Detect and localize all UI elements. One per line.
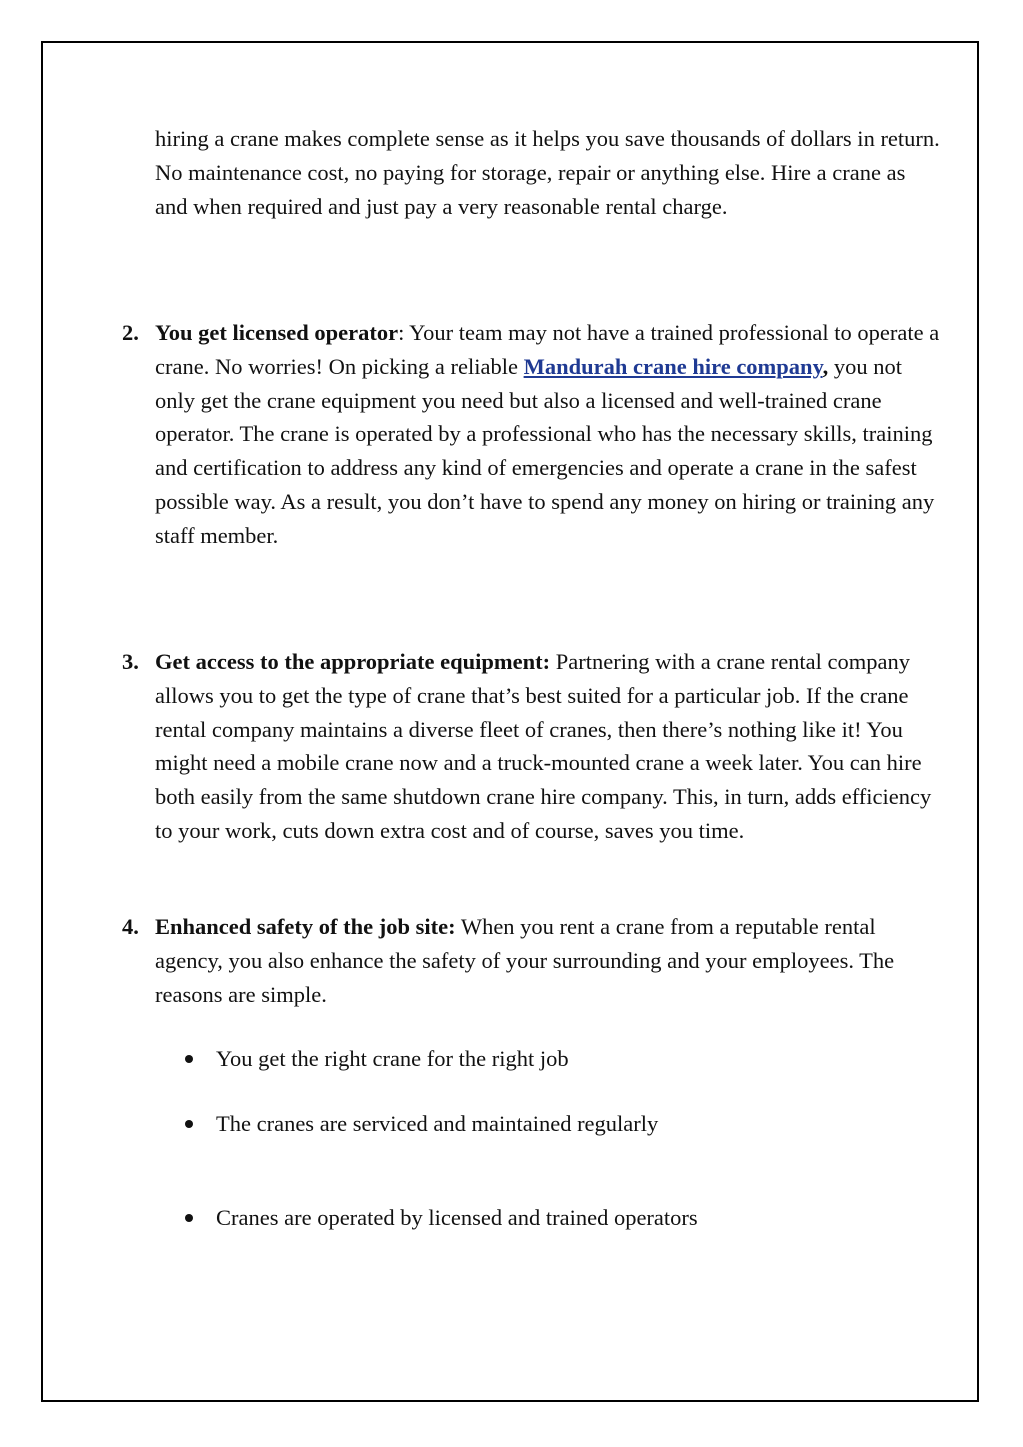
list-item-3 (122, 645, 940, 848)
list-number: 2. (122, 320, 139, 345)
item-text-after-link: you not only get the crane equipment you need but also a licensed and well-trained crane operator. The crane is operated by a professional who has the necessary skills, training and certification to address any kind of emergencies and operate a crane in the safest possible way. As a result, you don’t have to spend any money on hiring or training any staff member. (155, 353, 935, 548)
bullet-icon (185, 1214, 193, 1222)
item-heading: You get licensed operator (155, 320, 399, 345)
intro-paragraph: hiring a crane makes complete sense as it helps you save thousands of dollars in return. No maintenance cost, no paying for storage, repair or anything else. Hire a crane as and when required and just pay a very reasonable rental charge. (155, 126, 940, 219)
item-heading: Enhanced safety of the job site: (155, 914, 456, 939)
bullet-icon (185, 1120, 193, 1128)
list-item-2 (122, 316, 940, 553)
list-item-4 (122, 910, 940, 1011)
bullet-item (216, 1201, 936, 1235)
list-number: 4. (122, 914, 139, 939)
bullet-item (216, 1042, 936, 1076)
bullet-icon (185, 1055, 193, 1063)
item-comma: , (822, 353, 829, 379)
bullet-text: You get the right crane for the right job (216, 1046, 569, 1071)
item-text: Partnering with a crane rental company allows you to get the type of crane that’s best suited for a particular job. If the crane rental company maintains a diverse fleet of cranes, then there’s nothing like it! You might need a mobile crane now and a truck-mounted crane a week later. You can hire both easily from the same shutdown crane hire company. This, in turn, adds efficiency to your work, cuts down extra cost and of course, saves you time. (155, 649, 932, 843)
bullet-text: Cranes are operated by licensed and trained operators (216, 1205, 698, 1230)
bullet-item (216, 1107, 936, 1141)
item-text: When you rent a crane from a reputable rental agency, you also enhance the safety of your surrounding and your employees. The reasons are simple. (155, 914, 895, 1007)
mandurah-crane-hire-link[interactable]: Mandurah crane hire company (523, 353, 823, 379)
item-text-before-link: : Your team may not have a trained professional to operate a crane. No worries! On picking a reliable (155, 320, 940, 379)
bullet-text: The cranes are serviced and maintained regularly (216, 1111, 659, 1136)
list-number: 3. (122, 649, 139, 674)
item-heading: Get access to the appropriate equipment: (155, 649, 551, 674)
